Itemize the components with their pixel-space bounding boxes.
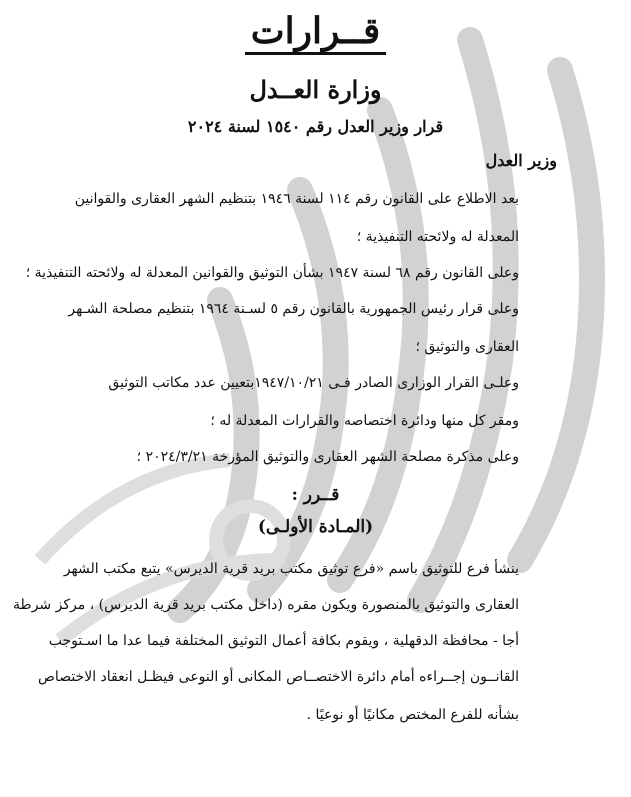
preamble-line: ومقر كل منها ودائرة اختصاصه والقرارات المعدلة له ؛ [210,413,519,429]
preamble-line: المعدلة له ولائحته التنفيذية ؛ [356,229,519,245]
preamble-line: وعلـى القرار الوزارى الصادر فـى ١٩٤٧/١٠/٢١بتعيين عدد مكاتب التوثيق [108,375,519,391]
article-line: القانــون إجــراءه أمام دائرة الاختصــاص المكانى أو النوعى فيظـل انعقاد الاختصاص [38,669,519,685]
decree-title: قرار وزير العدل رقم ١٥٤٠ لسنة ٢٠٢٤ [187,117,444,136]
article-title: (المـادة الأولـى) [257,517,374,537]
article-line: أجا - محافظة الدقهلية ، ويقوم بكافة أعمال التوثيق المختلفة فيما عدا ما اسـتوجب [48,633,519,649]
preamble-line: وعلى القانون رقم ٦٨ لسنة ١٩٤٧ بشأن التوثيق والقوانين المعدلة له ولائحته التنفيذية ؛ [25,265,519,281]
section-title: قــرارات [0,8,631,54]
article-line: العقارى والتوثيق بالمنصورة ويكون مقره (داخل مكتب بريد قرية الديرس) ، مركز شرطة [13,597,519,613]
preamble-line: العقارى والتوثيق ؛ [415,339,519,355]
article-line: بشأنه للفرع المختص مكانيًا أو نوعيًا . [306,707,519,723]
article-line: ينشأ فرع للتوثيق باسم «فرع توثيق مكتب بريد قرية الديرس» يتبع مكتب الشهر [63,561,519,577]
preamble-line: وعلى قرار رئيس الجمهورية بالقانون رقم ٥ لسـنة ١٩٦٤ بتنظيم مصلحة الشـهر [68,301,519,317]
minister-heading: وزير العدل [485,151,557,170]
decision-label: قــرر : [291,485,340,505]
preamble-line: وعلى مذكرة مصلحة الشهر العقارى والتوثيق المؤرخة ٢٠٢٤/٣/٢١ ؛ [136,449,519,465]
ministry-name: وزارة العــدل [249,75,382,104]
preamble-line: بعد الاطلاع على القانون رقم ١١٤ لسنة ١٩٤٦ بتنظيم الشهر العقارى والقوانين [74,191,519,207]
